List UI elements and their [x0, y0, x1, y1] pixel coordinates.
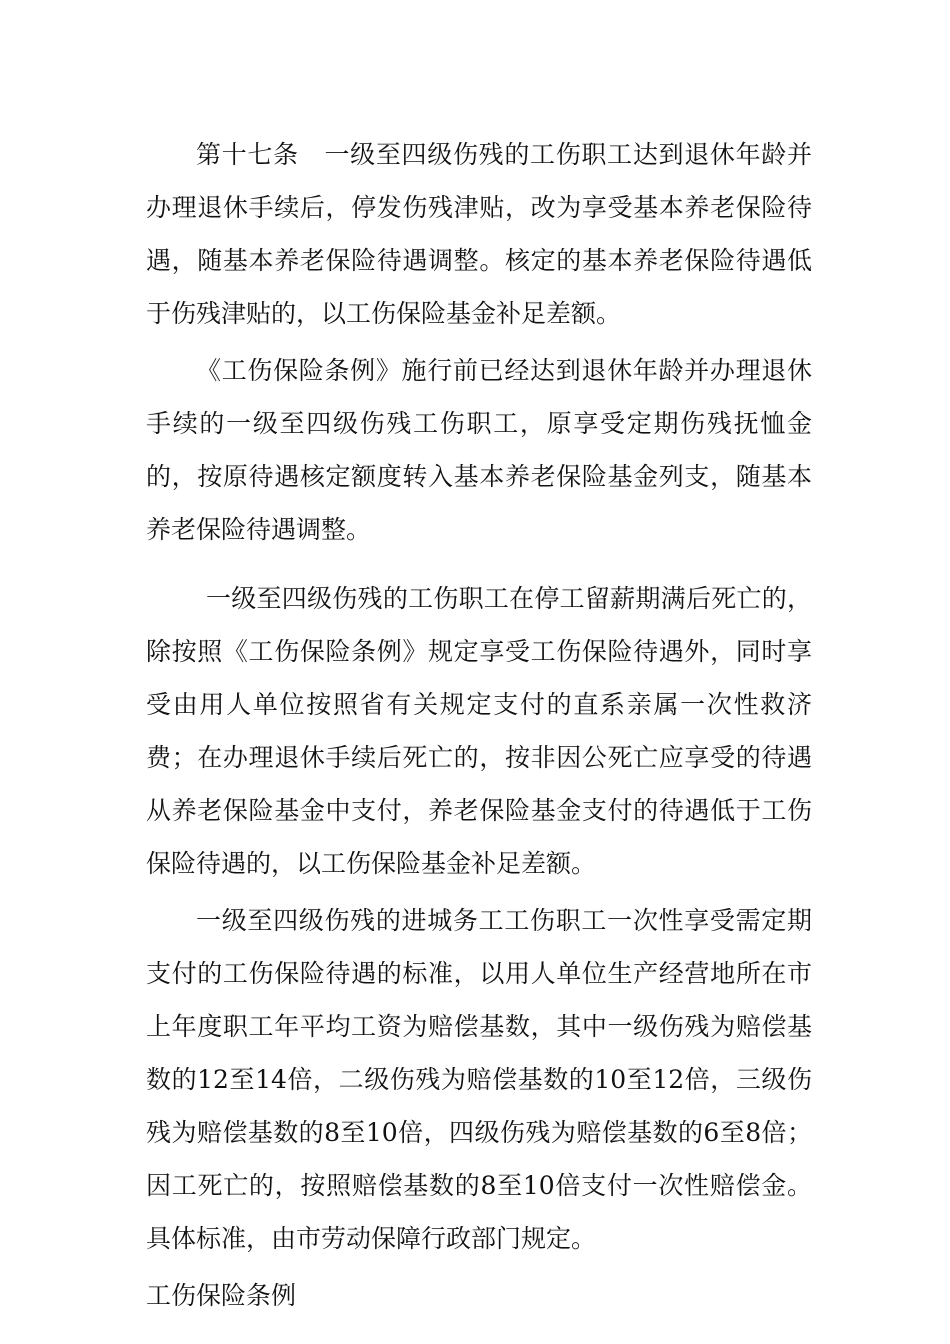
footer-title: 工伤保险条例	[146, 1281, 297, 1310]
paragraph-article-17: 第十七条 一级至四级伤残的工伤职工达到退休年龄并办理退休手续后，停发伤残津贴，改为享受基本养老保险待遇，随基本养老保险待遇调整。核定的基本养老保险待遇低于伤残津贴的，以工伤保险基金补足差额。	[146, 140, 812, 328]
paragraph-death-after-leave: 一级至四级伤残的工伤职工在停工留薪期满后死亡的，除按照《工伤保险条例》规定享受工伤保险待遇外，同时享受由用人单位按照省有关规定支付的直系亲属一次性救济费；在办理退休手续后死亡的，按非因公死亡应享受的待遇从养老保险基金中支付，养老保险基金支付的待遇低于工伤保险待遇的，以工伤保险基金补足差额。	[146, 584, 812, 878]
paragraph-pre-regulation-retirees: 《工伤保险条例》施行前已经达到退休年龄并办理退休手续的一级至四级伤残工伤职工，原享受定期伤残抚恤金的，按原待遇核定额度转入基本养老保险基金列支，随基本养老保险待遇调整。	[146, 356, 812, 544]
paragraph-migrant-worker-lump-sum: 一级至四级伤残的进城务工工伤职工一次性享受需定期支付的工伤保险待遇的标准，以用人单位生产经营地所在市上年度职工年平均工资为赔偿基数，其中一级伤残为赔偿基数的12至14倍，二级伤残为赔偿基数的10至12倍，三级伤残为赔偿基数的8至10倍，四级伤残为赔偿基数的6至8倍；因工死亡的，按照赔偿基数的8至10倍支付一次性赔偿金。具体标准，由市劳动保障行政部门规定。	[146, 906, 812, 1253]
document-body	[146, 128, 812, 1322]
